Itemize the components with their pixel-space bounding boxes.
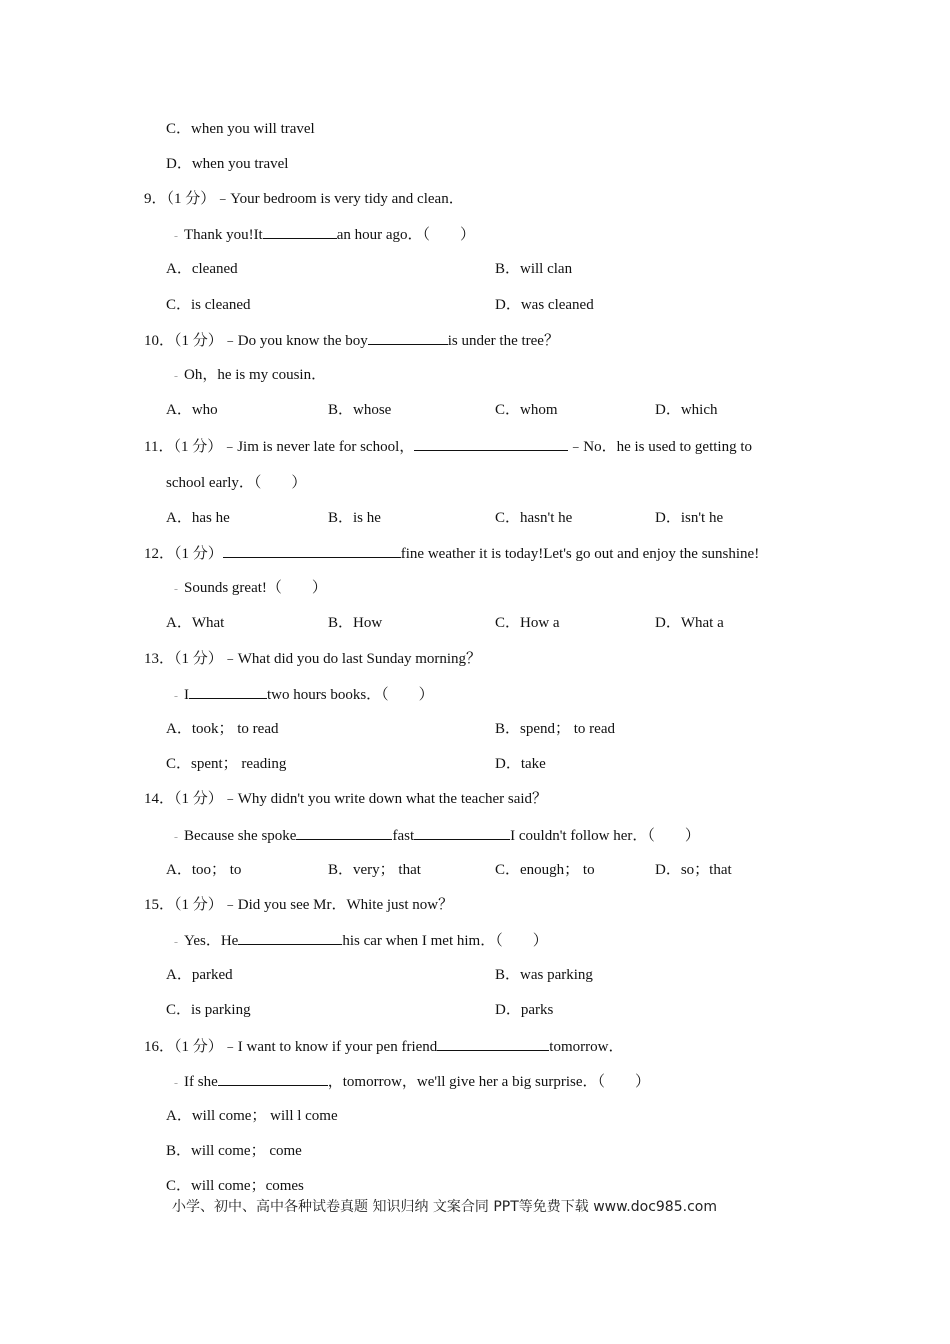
q12-number: 12．（1 分） bbox=[144, 546, 223, 562]
q13-response bbox=[172, 684, 434, 706]
q14-option-d: D．so；that bbox=[655, 862, 732, 878]
q9-option-d: D．was cleaned bbox=[495, 297, 594, 313]
q13-question: 13．（1 分）﹣What did you do last Sunday morning？ bbox=[144, 651, 482, 667]
q9-option-a: A．cleaned bbox=[166, 261, 238, 277]
q9-option-b: B．will clan bbox=[495, 261, 573, 277]
q15-option-b: B．was parking bbox=[495, 967, 593, 983]
q11-question-cont: school early．（ ） bbox=[166, 475, 307, 491]
q12-option-b: B．How bbox=[328, 615, 383, 631]
q14-response bbox=[172, 825, 700, 847]
dash: ﹣ bbox=[172, 230, 180, 240]
q15-response-end: his car when I met him．（ ） bbox=[342, 933, 548, 949]
q14-option-c: C．enough； to bbox=[495, 862, 595, 878]
q13-option-b: B．spend； to read bbox=[495, 721, 615, 737]
q13-response-start: I bbox=[184, 687, 189, 703]
q9-response-start: Thank you!It bbox=[184, 227, 263, 243]
q10-option-c: C．whom bbox=[495, 402, 558, 418]
q8-option-c: C．when you will travel bbox=[166, 121, 315, 137]
q14-option-a: A．too； to bbox=[166, 862, 242, 878]
q15-option-c: C．is parking bbox=[166, 1002, 251, 1018]
q9-option-c: C．is cleaned bbox=[166, 297, 251, 313]
q9-response-end: an hour ago．（ ） bbox=[336, 227, 476, 243]
q16-option-b: B．will come； come bbox=[166, 1143, 302, 1159]
q13-response-end: two hours books．（ ） bbox=[267, 687, 434, 703]
answer-blank bbox=[218, 1071, 328, 1086]
q10-question-end: is under the tree？ bbox=[447, 333, 559, 349]
q11-option-d: D．isn't he bbox=[655, 510, 724, 526]
dash: ﹣ bbox=[172, 1077, 180, 1087]
q10-option-b: B．whose bbox=[328, 402, 392, 418]
answer-blank bbox=[296, 825, 392, 840]
q13-option-c: C．spent； reading bbox=[166, 756, 287, 772]
q10-option-a: A．who bbox=[166, 402, 218, 418]
q16-response-end: ，tomorrow，we'll give her a big surprise．（ ） bbox=[327, 1074, 650, 1090]
q11-question bbox=[144, 436, 752, 457]
q12-question bbox=[144, 543, 759, 564]
q14-question: 14．（1 分）﹣Why didn't you write down what the teacher said？ bbox=[144, 791, 548, 807]
q16-question-start: 16．（1 分）﹣I want to know if your pen friend bbox=[144, 1039, 438, 1055]
answer-blank bbox=[263, 224, 337, 239]
answer-blank bbox=[368, 330, 448, 345]
q10-question-start: 10．（1 分）﹣Do you know the boy bbox=[144, 333, 368, 349]
q14-response-start: Because she spoke bbox=[184, 828, 297, 844]
dash: ﹣ bbox=[172, 831, 180, 841]
q13-option-d: D．take bbox=[495, 756, 546, 772]
q10-response-text: Oh，he is my cousin． bbox=[184, 367, 327, 383]
q15-response bbox=[172, 930, 548, 952]
q10-option-d: D．which bbox=[655, 402, 718, 418]
q16-question bbox=[144, 1036, 623, 1057]
answer-blank bbox=[414, 825, 510, 840]
q11-question-start: 11．（1 分）﹣Jim is never late for school， bbox=[144, 439, 415, 455]
q15-question: 15．（1 分）﹣Did you see Mr．White just now？ bbox=[144, 897, 454, 913]
q11-option-a: A．has he bbox=[166, 510, 230, 526]
answer-blank bbox=[238, 930, 342, 945]
q16-option-c: C．will come；comes bbox=[166, 1178, 304, 1194]
dash: ﹣ bbox=[172, 370, 180, 380]
answer-blank bbox=[414, 436, 568, 451]
answer-blank bbox=[437, 1036, 549, 1051]
footer-banner: 小学、初中、高中各种试卷真题 知识归纳 文案合同 PPT等免费下载 www.doc985.com bbox=[172, 1199, 717, 1215]
q12-option-d: D．What a bbox=[655, 615, 724, 631]
q16-option-a: A．will come； will l come bbox=[166, 1108, 338, 1124]
q12-option-c: C．How a bbox=[495, 615, 560, 631]
q12-question-end: fine weather it is today!Let's go out and enjoy the sunshine! bbox=[400, 546, 760, 562]
q12-response bbox=[172, 578, 327, 599]
q16-question-end: tomorrow． bbox=[549, 1039, 624, 1055]
q12-response-text: Sounds great!（ ） bbox=[184, 580, 327, 596]
q15-option-d: D．parks bbox=[495, 1002, 554, 1018]
dash: ﹣ bbox=[172, 583, 180, 593]
q12-option-a: A．What bbox=[166, 615, 225, 631]
q15-option-a: A．parked bbox=[166, 967, 233, 983]
q15-response-start: Yes．He bbox=[184, 933, 239, 949]
q9-response bbox=[172, 224, 475, 246]
q14-response-end: I couldn't follow her．（ ） bbox=[510, 828, 700, 844]
q11-question-end: ﹣No．he is used to getting to bbox=[568, 439, 752, 455]
dash: ﹣ bbox=[172, 936, 180, 946]
q10-response bbox=[172, 365, 326, 386]
q11-option-b: B．is he bbox=[328, 510, 381, 526]
q9-question: 9．（1 分）﹣Your bedroom is very tidy and clean． bbox=[144, 191, 464, 207]
q11-option-c: C．hasn't he bbox=[495, 510, 573, 526]
q16-response bbox=[172, 1071, 650, 1093]
q8-option-d: D．when you travel bbox=[166, 156, 289, 172]
q10-question bbox=[144, 330, 559, 351]
q14-option-b: B．very； that bbox=[328, 862, 421, 878]
q16-response-start: If she bbox=[184, 1074, 218, 1090]
answer-blank bbox=[223, 543, 401, 558]
q13-option-a: A．took； to read bbox=[166, 721, 279, 737]
q14-response-mid: fast bbox=[392, 828, 415, 844]
dash: ﹣ bbox=[172, 690, 180, 700]
answer-blank bbox=[189, 684, 267, 699]
